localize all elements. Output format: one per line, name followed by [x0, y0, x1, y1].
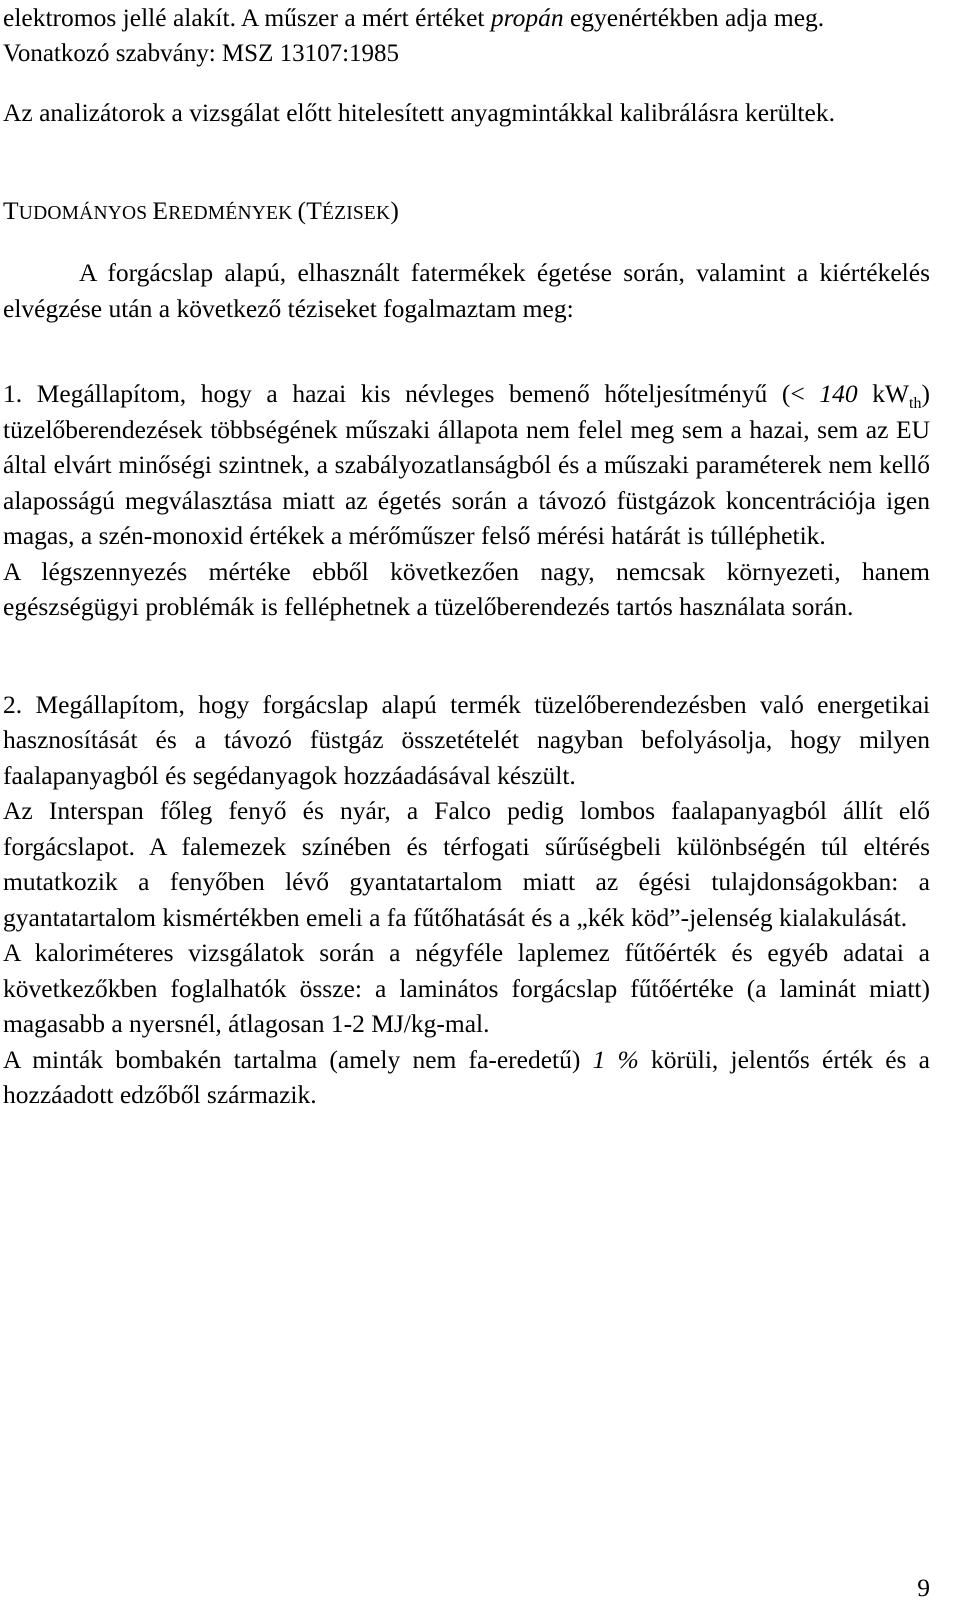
- lead-paragraph: A forgácslap alapú, elhasznált fatermékek égetése során, valamint a kiértékelés elvégzése után a következő téziseket fogalmaztam meg:: [3, 258, 930, 323]
- intro-text-end: egyenértékben adja meg.: [563, 3, 825, 32]
- heading-smallcaps: UDOMÁNYOS: [18, 202, 153, 224]
- document-page: [3, 0, 930, 1113]
- thesis-2-percent: 1 %: [592, 1044, 639, 1074]
- heading-smallcaps: ÉZISEK: [321, 202, 391, 224]
- page-number: 9: [917, 1573, 930, 1602]
- thesis-1-text: 1. Megállapítom, hogy a hazai kis névleges bemenő hőteljesítményű (<: [3, 379, 820, 408]
- intro-italic-term: propán: [490, 3, 564, 32]
- heading-smallcaps: REDMÉNYEK: [168, 202, 298, 224]
- section-heading: [3, 193, 930, 232]
- standard-reference: Vonatkozó szabvány: MSZ 13107:1985: [3, 39, 400, 67]
- heading-cap: E: [152, 195, 169, 225]
- heading-cap: ): [390, 195, 400, 225]
- thesis-1-paragraph-2: A légszennyezés mértéke ebből következően nagy, nemcsak környezeti, hanem egészségügyi problémák is felléphetnek a tüzelőberendezés tartós használata során.: [3, 556, 930, 621]
- thesis-1-text-end: ) tüzelőberendezések többségének műszaki állapota nem felel meg sem a hazai, sem az EU által elvárt minőségi szintnek, a szabályozatlanságból és a műszaki paraméterek nem kellő alaposságú megválasztása miatt az égetés során a távozó füstgázok koncentrációja igen magas, a szén-monoxid értékek a mérőműszer felső mérési határát is túlléphetik.: [3, 379, 930, 550]
- intro-paragraph: [3, 0, 930, 36]
- thesis-2-paragraph: 2. Megállapítom, hogy forgácslap alapú termék tüzelőberendezésben való energetikai hasznosítását és a távozó füstgáz összetételét nagyban befolyásolja, hogy milyen faalapanyagból és segédanyagok hozzáadásával készült.: [3, 689, 930, 790]
- thesis-2-text-end: körüli, jelentős érték és a hozzáadott edzőből származik.: [3, 1044, 930, 1109]
- heading-cap: (T: [297, 195, 322, 225]
- thesis-2-paragraph-3: A kaloriméteres vizsgálatok során a négyféle laplemez fűtőérték és egyéb adatai a következőkben foglalhatók össze: a laminátos forgácslap fűtőértéke (a laminát miatt) magasabb a nyersnél, átlagosan 1-2 MJ/kg-mal.: [3, 938, 930, 1038]
- thesis-1-value: 140: [819, 379, 858, 408]
- heading-cap: T: [3, 195, 19, 225]
- thesis-2-text: A minták bombakén tartalma (amely nem fa-eredetű): [3, 1044, 593, 1074]
- thesis-2-paragraph-2: Az Interspan főleg fenyő és nyár, a Falco pedig lombos faalapanyagból állít elő forgácslapot. A falemezek színében és térfogati sűrűségbeli különbségén túl eltérés mutatkozik a fenyőben lévő gyantatartalom miatt az égési tulajdonságokban: a gyantatartalom kismértékben emeli a fa fűtőhatását és a „kék köd”-jelenség kialakulását.: [3, 796, 930, 932]
- calibration-paragraph: Az analizátorok a vizsgálat előtt hitelesített anyagmintákkal kalibrálásra kerültek.: [3, 98, 835, 127]
- thesis-1-unit: kW: [857, 379, 910, 408]
- intro-text: elektromos jellé alakít. A műszer a mért értéket: [3, 3, 491, 32]
- thesis-1-unit-subscript: th: [909, 395, 922, 412]
- thesis-2-paragraph-4: [3, 1042, 930, 1113]
- thesis-1-paragraph: [3, 376, 930, 554]
